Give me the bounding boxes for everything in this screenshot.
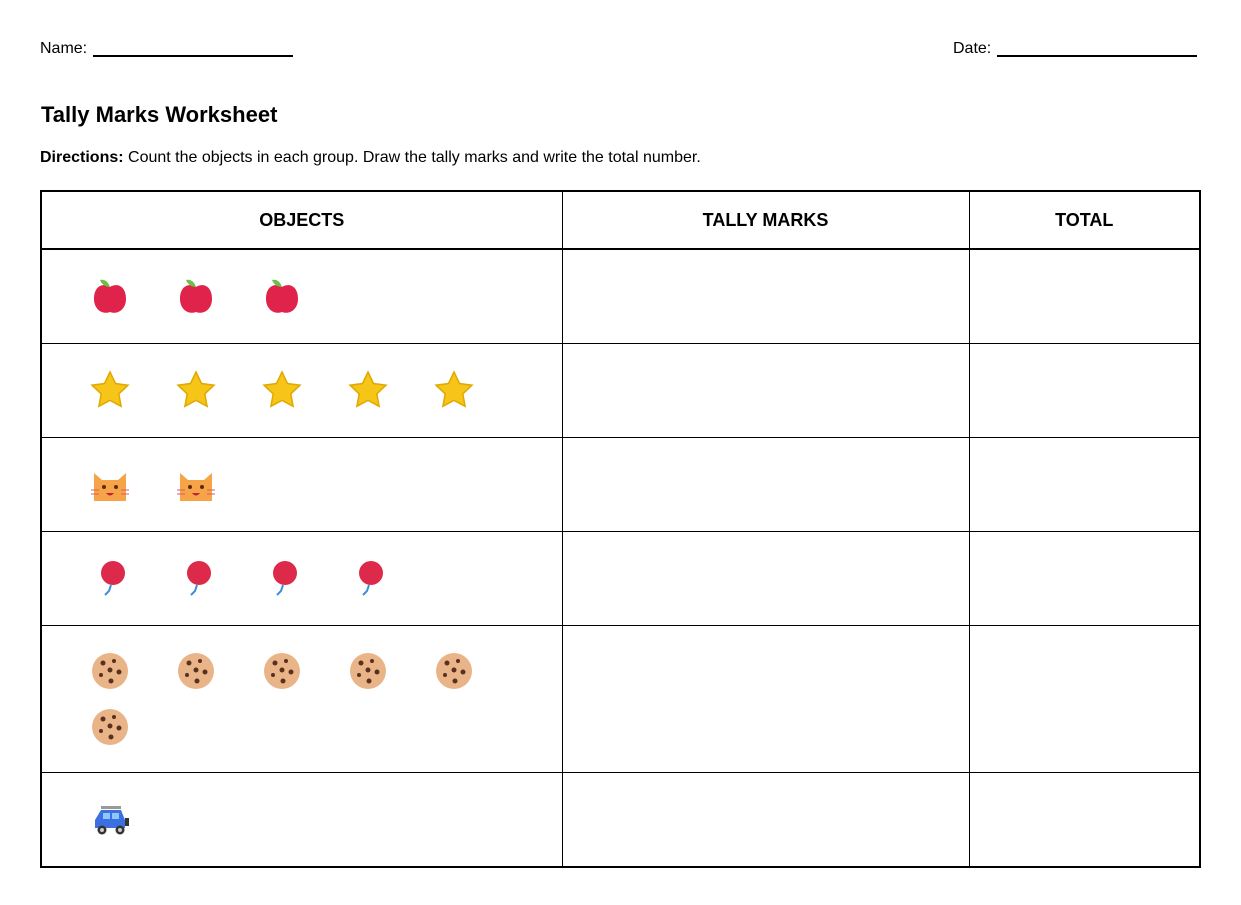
tally-marks-cell[interactable]: [562, 772, 969, 867]
name-field[interactable]: [40, 40, 293, 58]
tally-marks-cell[interactable]: [562, 625, 969, 772]
balloon-icon: [347, 557, 389, 599]
suv-car-icon: [89, 798, 131, 840]
directions-text: Count the objects in each group. Draw the tally marks and write the total number.: [123, 149, 701, 166]
star-icon: [89, 369, 131, 411]
total-cell[interactable]: [969, 625, 1200, 772]
objects-cell: [41, 625, 562, 772]
column-header-tally: TALLY MARKS: [562, 191, 969, 249]
cookie-icon: [89, 706, 131, 748]
name-line[interactable]: [93, 55, 293, 57]
cookie-icon: [89, 650, 131, 692]
tally-table: [40, 190, 1201, 868]
date-label: Date:: [953, 40, 992, 57]
balloon-icon: [261, 557, 303, 599]
object-group: [89, 557, 519, 599]
objects-cell: [41, 531, 562, 625]
apple-icon: [261, 275, 303, 317]
total-cell[interactable]: [969, 343, 1200, 437]
object-group: [89, 463, 519, 505]
object-group: [89, 650, 519, 748]
tally-marks-cell[interactable]: [562, 249, 969, 343]
apple-icon: [175, 275, 217, 317]
cookie-icon: [175, 650, 217, 692]
objects-cell: [41, 249, 562, 343]
table-row: [41, 249, 1200, 343]
objects-cell: [41, 437, 562, 531]
date-line[interactable]: [997, 55, 1197, 57]
worksheet-title: Tally Marks Worksheet: [41, 102, 278, 127]
column-header-objects: OBJECTS: [41, 191, 562, 249]
date-field[interactable]: [953, 40, 1197, 58]
object-group: [89, 798, 519, 840]
cookie-icon: [261, 650, 303, 692]
star-icon: [347, 369, 389, 411]
table-row: [41, 625, 1200, 772]
objects-cell: [41, 343, 562, 437]
name-label: Name:: [40, 40, 88, 57]
cat-face-icon: [89, 463, 131, 505]
star-icon: [433, 369, 475, 411]
apple-icon: [89, 275, 131, 317]
star-icon: [175, 369, 217, 411]
total-cell[interactable]: [969, 772, 1200, 867]
tally-marks-cell[interactable]: [562, 343, 969, 437]
balloon-icon: [175, 557, 217, 599]
directions: [40, 149, 701, 167]
directions-label: Directions:: [40, 149, 124, 166]
total-cell[interactable]: [969, 531, 1200, 625]
table-row: [41, 437, 1200, 531]
cat-face-icon: [175, 463, 217, 505]
object-group: [89, 275, 519, 317]
column-header-total: TOTAL: [969, 191, 1200, 249]
total-cell[interactable]: [969, 249, 1200, 343]
objects-cell: [41, 772, 562, 867]
table-row: [41, 343, 1200, 437]
table-row: [41, 531, 1200, 625]
cookie-icon: [433, 650, 475, 692]
star-icon: [261, 369, 303, 411]
tally-marks-cell[interactable]: [562, 437, 969, 531]
total-cell[interactable]: [969, 437, 1200, 531]
object-group: [89, 369, 519, 411]
table-row: [41, 772, 1200, 867]
cookie-icon: [347, 650, 389, 692]
tally-marks-cell[interactable]: [562, 531, 969, 625]
balloon-icon: [89, 557, 131, 599]
